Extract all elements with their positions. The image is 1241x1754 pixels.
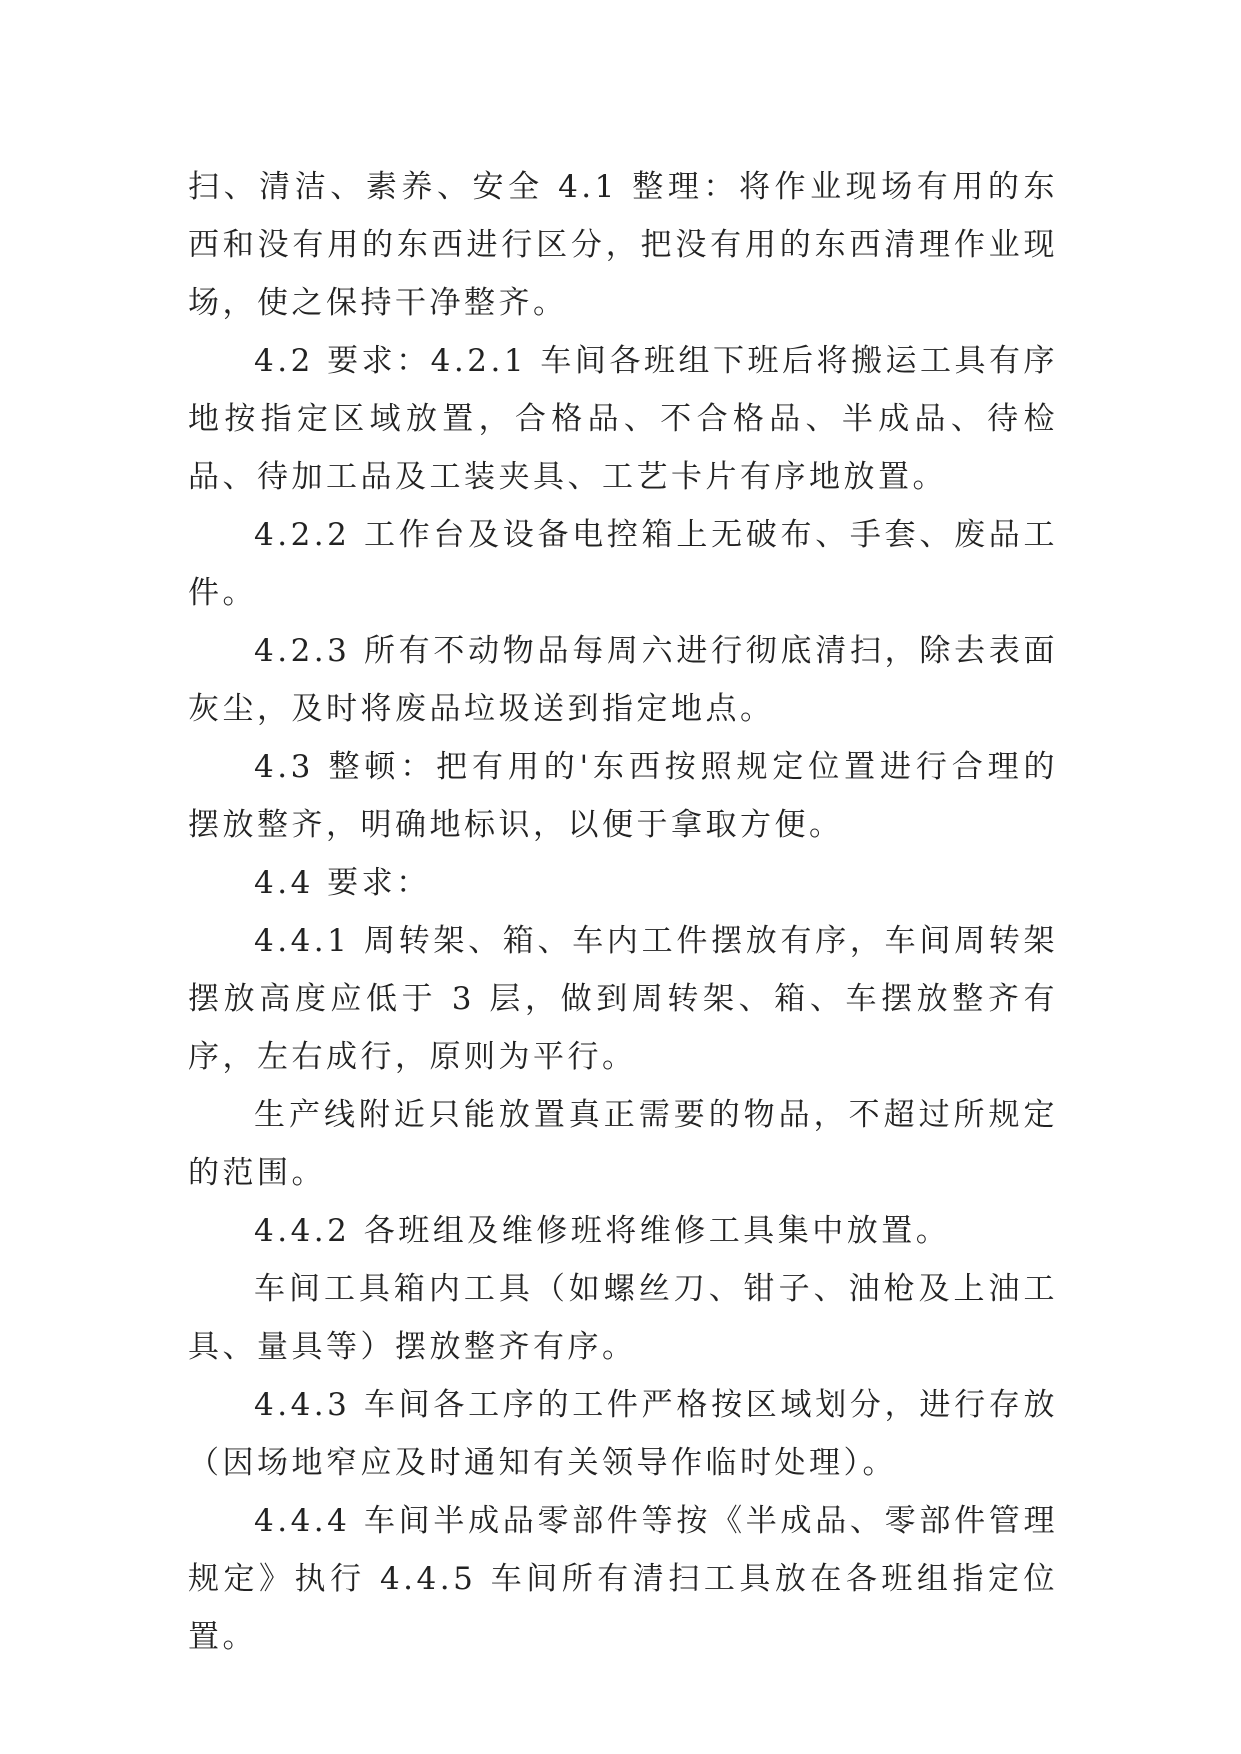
paragraph-6: 4.4 要求：	[254, 865, 431, 901]
paragraph-5: 4.3 整顿：把有用的'东西按照规定位置进行合理的摆放整齐，明确地标识，以便于拿取方便。	[188, 749, 1058, 843]
paragraph-7: 4.4.1 周转架、箱、车内工件摆放有序，车间周转架摆放高度应低于 3 层，做到周转架、箱、车摆放整齐有序，左右成行，原则为平行。	[188, 923, 1058, 1075]
paragraph-8: 生产线附近只能放置真正需要的物品，不超过所规定的范围。	[188, 1097, 1058, 1191]
paragraph-9: 4.4.2 各班组及维修班将维修工具集中放置。	[254, 1213, 951, 1249]
paragraph-12: 4.4.4 车间半成品零部件等按《半成品、零部件管理规定》执行 4.4.5 车间所有清扫工具放在各班组指定位置。	[188, 1503, 1058, 1655]
paragraph-4: 4.2.3 所有不动物品每周六进行彻底清扫，除去表面灰尘，及时将废品垃圾送到指定地点。	[188, 633, 1058, 727]
paragraph-10: 车间工具箱内工具（如螺丝刀、钳子、油枪及上油工具、量具等）摆放整齐有序。	[188, 1271, 1058, 1365]
paragraph-1: 扫、清洁、素养、安全 4.1 整理：将作业现场有用的东西和没有用的东西进行区分，把没有用的东西清理作业现场，使之保持干净整齐。	[188, 169, 1058, 321]
paragraph-3: 4.2.2 工作台及设备电控箱上无破布、手套、废品工件。	[188, 517, 1058, 611]
document-body	[188, 158, 1058, 1666]
paragraph-2: 4.2 要求：4.2.1 车间各班组下班后将搬运工具有序地按指定区域放置，合格品、不合格品、半成品、待检品、待加工品及工装夹具、工艺卡片有序地放置。	[188, 343, 1058, 495]
paragraph-11: 4.4.3 车间各工序的工件严格按区域划分，进行存放（因场地窄应及时通知有关领导作临时处理）。	[188, 1387, 1058, 1481]
